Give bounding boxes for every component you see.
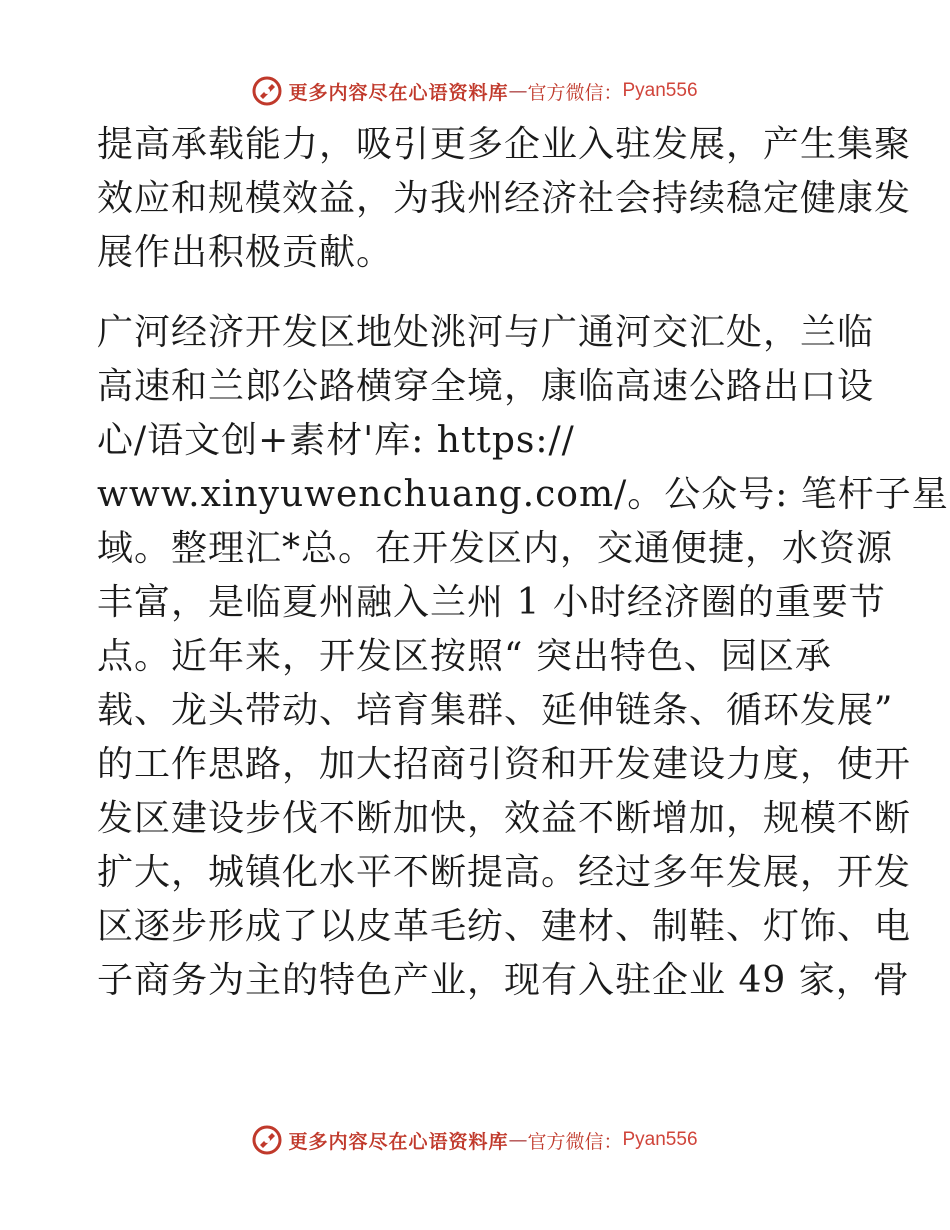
paragraph-1 [97, 118, 912, 280]
header-brand: 更多内容尽在心语资料库 [288, 81, 509, 104]
text-line: 扩大，城镇化水平不断提高。经过多年发展，开发 [97, 852, 912, 893]
footer-wechat-label: 官方微信： [527, 1130, 623, 1153]
text-line: 发区建设步伐不断加快，效益不断增加，规模不断 [97, 798, 912, 839]
document-body [97, 118, 949, 1008]
text-line: 点。近年来，开发区按照“ 突出特色、园区承 [97, 636, 832, 677]
text-line: www.xinyuwenchuang.com/。公众号: 笔杆子星 [97, 474, 949, 515]
footer-brand: 更多内容尽在心语资料库 [288, 1130, 509, 1153]
footer-separator: — [508, 1129, 528, 1151]
text-line: 广河经济开发区地处洮河与广通河交汇处，兰临 [97, 312, 875, 353]
footer-watermark [0, 1120, 950, 1160]
header-wechat-handle: Pyan556 [622, 80, 698, 101]
text-line: 载、龙头带动、培育集群、延伸链条、循环发展” [97, 690, 894, 731]
header-separator: — [508, 80, 528, 102]
text-line: 效应和规模效益，为我州经济社会持续稳定健康发 [97, 178, 912, 219]
paragraph-gap [97, 280, 857, 306]
text-line: 丰富，是临夏州融入兰州 1 小时经济圈的重要节 [97, 582, 886, 623]
logo-icon [252, 76, 282, 106]
text-line: 提高承载能力，吸引更多企业入驻发展，产生集聚 [97, 124, 912, 165]
text-line: 域。整理汇*总。在开发区内，交通便捷，水资源 [97, 528, 894, 569]
paragraph-2 [97, 306, 949, 1008]
text-line: 的工作思路，加大招商引资和开发建设力度，使开 [97, 744, 912, 785]
text-line: 子商务为主的特色产业，现有入驻企业 49 家，骨 [97, 960, 910, 1001]
header-wechat-label: 官方微信： [527, 81, 623, 104]
text-line: 心/语文创+素材'库: https:// [97, 420, 575, 461]
text-line: 区逐步形成了以皮革毛纺、建材、制鞋、灯饰、电 [97, 906, 912, 947]
text-line: 展作出积极贡献。 [97, 232, 394, 273]
footer-wechat-handle: Pyan556 [622, 1129, 698, 1150]
header-watermark [0, 71, 950, 111]
text-line: 高速和兰郎公路横穿全境，康临高速公路出口设 [97, 366, 875, 407]
logo-icon [252, 1125, 282, 1155]
